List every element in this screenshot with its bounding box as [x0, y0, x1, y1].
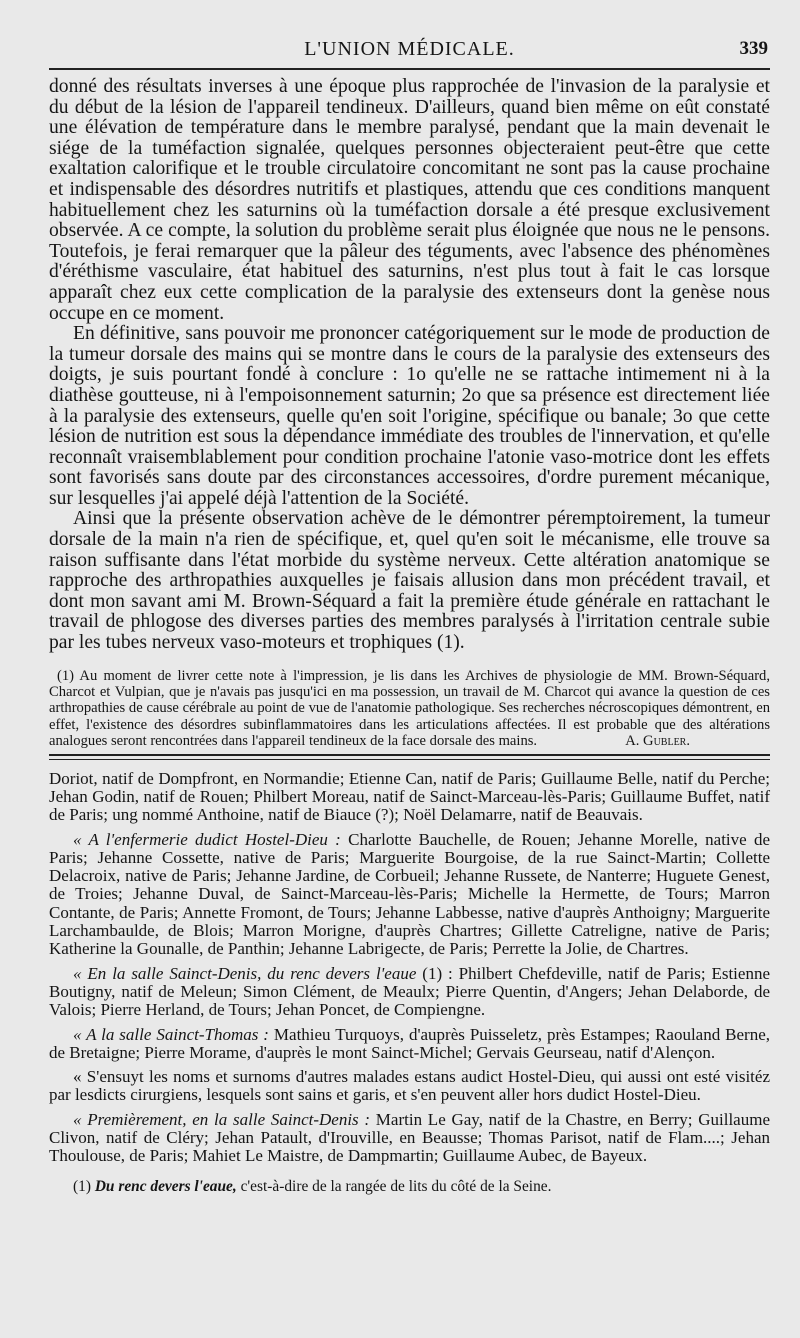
feuilleton-paragraph-3 — [49, 965, 770, 1020]
premierement-list: Martin Le Gay, natif de la Chastre, en Berry; Guillaume Clivon, natif de Cléry; Jehan Patault, d'Irouville, en Beausse; Thomas Parisot, natif de Flam....; Jehan Thoulouse, de Paris; Mahiet Le Maistre, de Dampmartin; Guillaume Aubec, de Bayeux. — [49, 1109, 770, 1166]
paragraph-2: En définitive, sans pouvoir me prononcer catégoriquement sur le mode de production de la tumeur dorsale des mains qui se montre dans le cours de la paralysie des extenseurs des doigts, je suis pourtant fondé à conclure : 1o qu'elle ne se rattache intimement ni à la diathèse goutteuse, ni à l'empoisonnement saturnin; 2o que sa présence est directement liée à la paralysie des extenseurs, quelle qu'en soit l'origine, spécifique ou banale; 3o que cette lésion de nutrition est sous la dépendance immédiate des troubles de l'innervation, et qu'elle reconnaît vraisemblablement pour condition prochaine l'atonie vaso-motrice dont les effets sont favorisés sans doute par des circonstances accessoires, d'ordre purement mécanique, sur lesquelles j'ai appelé déjà l'attention de la Société. — [49, 323, 770, 509]
feuilleton-footnote-definition: c'est-à-dire de la rangée de lits du côté de la Seine. — [236, 1177, 552, 1195]
running-title: L'UNION MÉDICALE. — [304, 38, 515, 60]
salle-saint-denis-list: (1) : Philbert Chefdeville, natif de Paris; Estienne Boutigny, natif de Meleun; Simon Clément, de Meaulx; Pierre Quentin, d'Angers; Jehan Delaborde, de Valois; Pierre Herland, de Tours; Jehan Poncet, de Compiengne. — [49, 963, 770, 1020]
feuilleton-paragraph-5: « S'ensuyt les noms et surnoms d'autres malades estans audict Hostel-Dieu, qui aussi ont esté visitéz par lesdicts cirurgiens, lesquels sont sains et garis, et s'en peuvent aller hors dudict Hostel-Dieu. — [49, 1067, 770, 1105]
feuilleton-footnote-term: Du renc devers l'eaue, — [94, 1177, 237, 1195]
enfermerie-list: Charlotte Bauchelle, de Rouen; Jehanne Morelle, native de Paris; Jehanne Cossette, native de Paris; Marguerite Bourgoise, de la rue Sainct-Martin; Collette Delacroix, native de Paris; Jehanne Jardine, de Corbueil; Jehanne Russete, de Nanterre; Huguete Genest, de Troies; Jehanne Duval, de Sainct-Marceau-lès-Paris; Michelle la Hermette, de Tours; Marron Contante, de Paris; Annette Fromont, de Tours; Jehanne Labbesse, native d'auprès Anthoigny; Marguerite Larchambaulde, de Blois; Marron Morigne, d'auprès Chartres; Gillette Catreligne, native de Paris; Katherine la Gounalle, de Panthin; Jehanne Labrigecte, de Paris; Perrette la Jolie, de Chartres. — [49, 829, 770, 959]
feuilleton-paragraph-2 — [49, 831, 770, 959]
salle-saint-thomas-list: Mathieu Turquoys, d'auprès Puisseletz, près Estampes; Raouland Berne, de Bretaigne; Pierre Morame, d'auprès le mont Sainct-Michel; Gervais Geurseau, natif d'Alençon. — [49, 1024, 771, 1062]
feuilleton-paragraph-6 — [49, 1111, 770, 1166]
article-body — [49, 77, 770, 654]
footnote-body: (1) Au moment de livrer cette note à l'impression, je lis dans les Archives de physiologie de MM. Brown-Séquard, Charcot et Vulpian, que je n'avais pas jusqu'ici en ma possession, un travail de M. Charcot qui avance la question de ces arthropathies de cause cérébrale au point de vue de l'anatomie pathologique. Ses recherches nécroscopiques démontrent, en effet, l'existence des désordres subinflammatoires dans les articulations affectées. Il est probable que des altérations analogues seront rencontrées dans l'appareil tendineux de la face dorsale des mains. — [49, 667, 770, 750]
salle-saint-denis-heading: « En la salle Sainct-Denis, du renc devers l'eaue — [73, 963, 417, 983]
page-number: 339 — [739, 38, 768, 59]
paragraph-1: donné des résultats inverses à une époque plus rapprochée de l'invasion de la paralysie et du début de la lésion de l'appareil tendineux. D'ailleurs, quand bien même on eût constaté une élévation de température dans le membre paralysé, pendant que la main devenait le siége de la tuméfaction signalée, quelques personnes objecteraient peut-être que cette exaltation calorifique et le trouble circulatoire concomitant ne sont pas la cause prochaine et indispensable des désordres nutritifs et plastiques, attendu que ces conditions manquent habituellement chez les saturnins où la tuméfaction dorsale a été presque exclusivement observée. A ce compte, la solution du problème serait plus éloignée que nous ne le pensons. Toutefois, je ferai remarquer que la pâleur des téguments, avec l'absence des phénomènes d'éréthisme vasculaire, état habituel des saturnins, n'est plus tout à fait le cas lorsque apparaît chez eux cette complication de la paralysie des extenseurs dont la genèse nous occupe en ce moment. — [49, 76, 770, 324]
page-header — [49, 32, 770, 68]
footnote-text — [49, 668, 770, 750]
feuilleton-footnote-text — [49, 1178, 770, 1195]
section-divider — [49, 754, 770, 760]
feuilleton-body — [49, 770, 770, 1166]
feuilleton-paragraph-4 — [49, 1026, 770, 1063]
feuilleton-paragraph-1: Doriot, natif de Dompfront, en Normandie; Etienne Can, natif de Paris; Guillaume Belle, natif du Perche; Jehan Godin, natif de Rouen; Philbert Moreau, natif de Sainct-Marceau-lès-Paris; Guillaume Buffet, natif de Paris; ung nommé Anthoine, natif de Biauce (?); Noël Delamarre, natif de Beauvais. — [49, 768, 770, 825]
article-footnote — [49, 668, 770, 750]
feuilleton-footnote — [49, 1178, 770, 1195]
header-rule — [49, 68, 770, 70]
feuilleton-footnote-number: (1) — [73, 1177, 91, 1195]
enfermerie-heading: « A l'enfermerie dudict Hostel-Dieu : — [73, 829, 341, 849]
footnote-signature: A. Gubler. — [625, 733, 690, 750]
salle-saint-thomas-heading: « A la salle Sainct-Thomas : — [73, 1024, 269, 1044]
premierement-heading: « Premièrement, en la salle Sainct-Denis : — [73, 1109, 371, 1129]
paragraph-3: Ainsi que la présente observation achève de le démontrer péremptoirement, la tumeur dorsale de la main n'a rien de spécifique, et, quel qu'en soit le mécanisme, elle trouve sa raison suffisante dans l'état morbide du système nerveux. Cette altération anatomique se rapproche des arthropathies auxquelles je faisais allusion dans mon précédent travail, et dont mon savant ami M. Brown-Séquard a fait la première étude générale en rattachant le travail de phlogose des diverses parties des membres paralysés à l'irritation centrale subie par les tubes nerveux vaso-moteurs et trophiques (1). — [49, 508, 770, 654]
